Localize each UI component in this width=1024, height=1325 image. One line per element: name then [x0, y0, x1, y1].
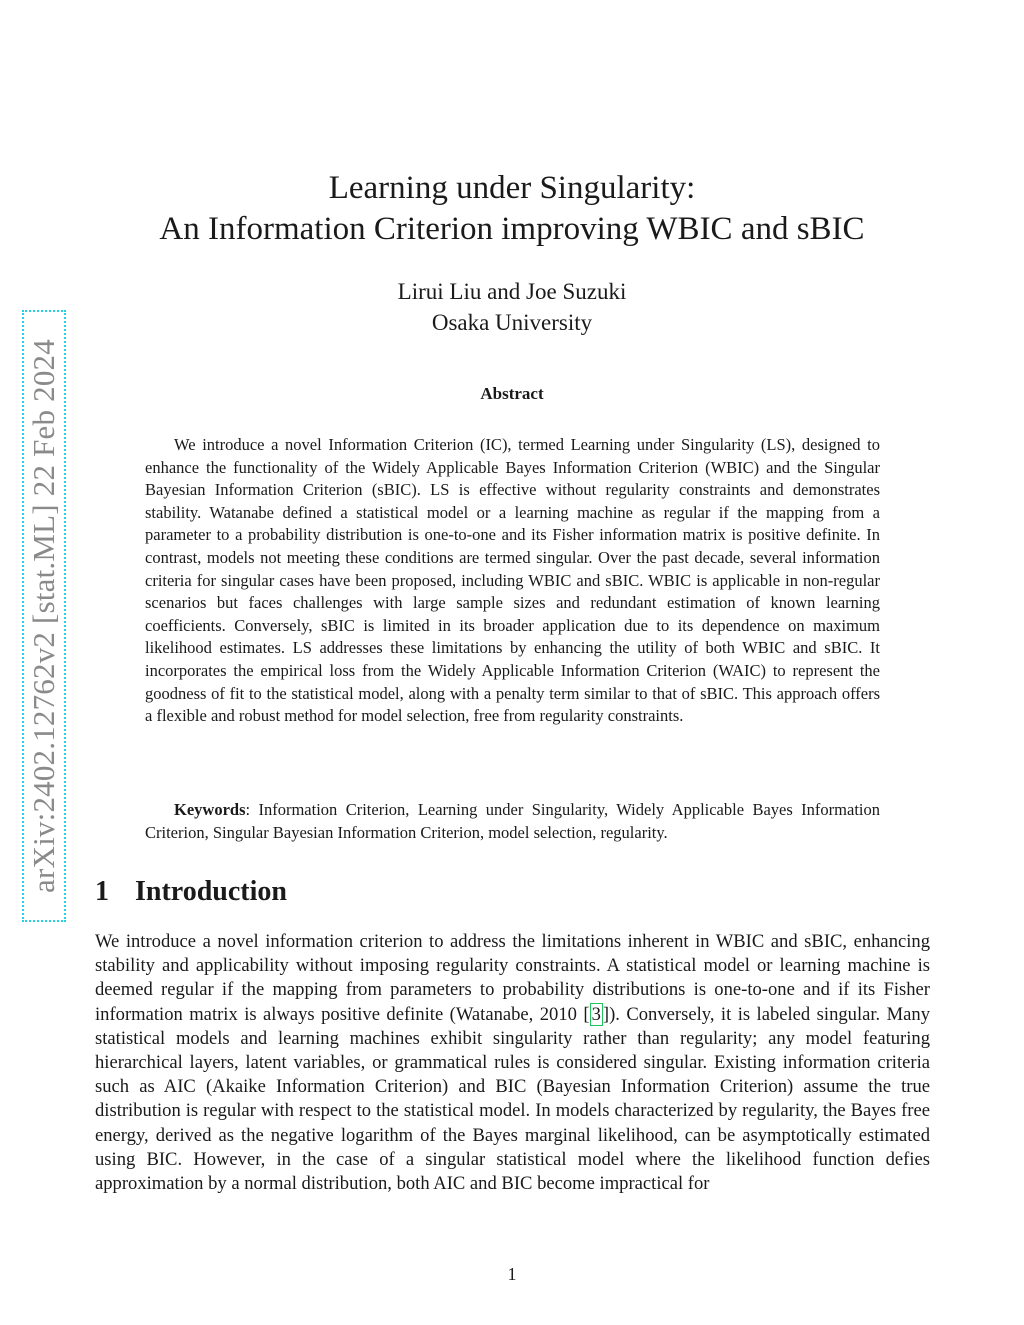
- intro-text-before-cite: We introduce a novel information criterion to address the limitations inherent in WBIC and sBIC, enhancing stability and applicability without imposing regularity constraints. A statistical model or learning machine is deemed regular if the mapping from parameters to probability distributions is one-to-one and if its Fisher information matrix is always positive definite (Watanabe, 2010 [: [95, 931, 930, 1025]
- abstract-heading: Abstract: [480, 384, 544, 403]
- keywords-label: Keywords: [174, 800, 246, 819]
- section-heading-introduction: [95, 876, 287, 908]
- page-number: 1: [507, 1264, 517, 1284]
- title-line-2: An Information Criterion improving WBIC and sBIC: [159, 211, 865, 247]
- keywords-paragraph: [145, 798, 880, 844]
- abstract-text: We introduce a novel Information Criterion (IC), termed Learning under Singularity (LS), designed to enhance the functionality of the Widely Applicable Bayes Information Criterion (WBIC) and the Singular Bayesian Information Criterion (sBIC). LS is effective without regularity constraints and demonstrates stability. Watanabe defined a statistical model or a learning machine as regular if the mapping from a parameter to a probability distribution is one-to-one and its Fisher information matrix is positive definite. In contrast, models not meeting these conditions are termed singular. Over the past decade, several information criteria for singular cases have been proposed, including WBIC and sBIC. WBIC is applicable in non-regular scenarios but faces challenges with large sample sizes and redundant estimation of known learning coefficients. Conversely, sBIC is limited in its broader application due to its dependence on maximum likelihood estimates. LS addresses these limitations by enhancing the utility of both WBIC and sBIC. It incorporates the empirical loss from the Widely Applicable Information Criterion (WAIC) to represent the goodness of fit to the statistical model, along with a penalty term similar to that of sBIC. This approach offers a flexible and robust method for model selection, free from regularity constraints.: [145, 435, 880, 726]
- affiliation: Osaka University: [431, 310, 593, 335]
- paper-title: [0, 168, 1024, 250]
- citation-link[interactable]: 3: [591, 1003, 601, 1025]
- authors: Lirui Liu and Joe Suzuki: [397, 279, 627, 304]
- introduction-paragraph: [95, 930, 930, 1196]
- title-line-1: Learning under Singularity:: [328, 170, 696, 206]
- author-block: [0, 276, 1024, 338]
- section-title: Introduction: [135, 876, 287, 907]
- section-number: 1: [95, 876, 109, 907]
- arxiv-id-text: arXiv:2402.12762v2 [stat.ML] 22 Feb 2024: [26, 339, 61, 893]
- keywords-text: : Information Criterion, Learning under Singularity, Widely Applicable Bayes Information Criterion, Singular Bayesian Information Criterion, model selection, regularity.: [145, 800, 880, 842]
- intro-text-after-cite: ]). Conversely, it is labeled singular. Many statistical models and learning machines exhibit singularity rather than regularity; any model featuring hierarchical layers, latent variables, or grammatical rules is considered singular. Existing information criteria such as AIC (Akaike Information Criterion) and BIC (Bayesian Information Criterion) assume the true distribution is regular with respect to the statistical model. In models characterized by regularity, the Bayes free energy, derived as the negative logarithm of the Bayes marginal likelihood, can be asymptotically estimated using BIC. However, in the case of a singular statistical model where the likelihood function defies approximation by a normal distribution, both AIC and BIC become impractical for: [95, 1003, 931, 1195]
